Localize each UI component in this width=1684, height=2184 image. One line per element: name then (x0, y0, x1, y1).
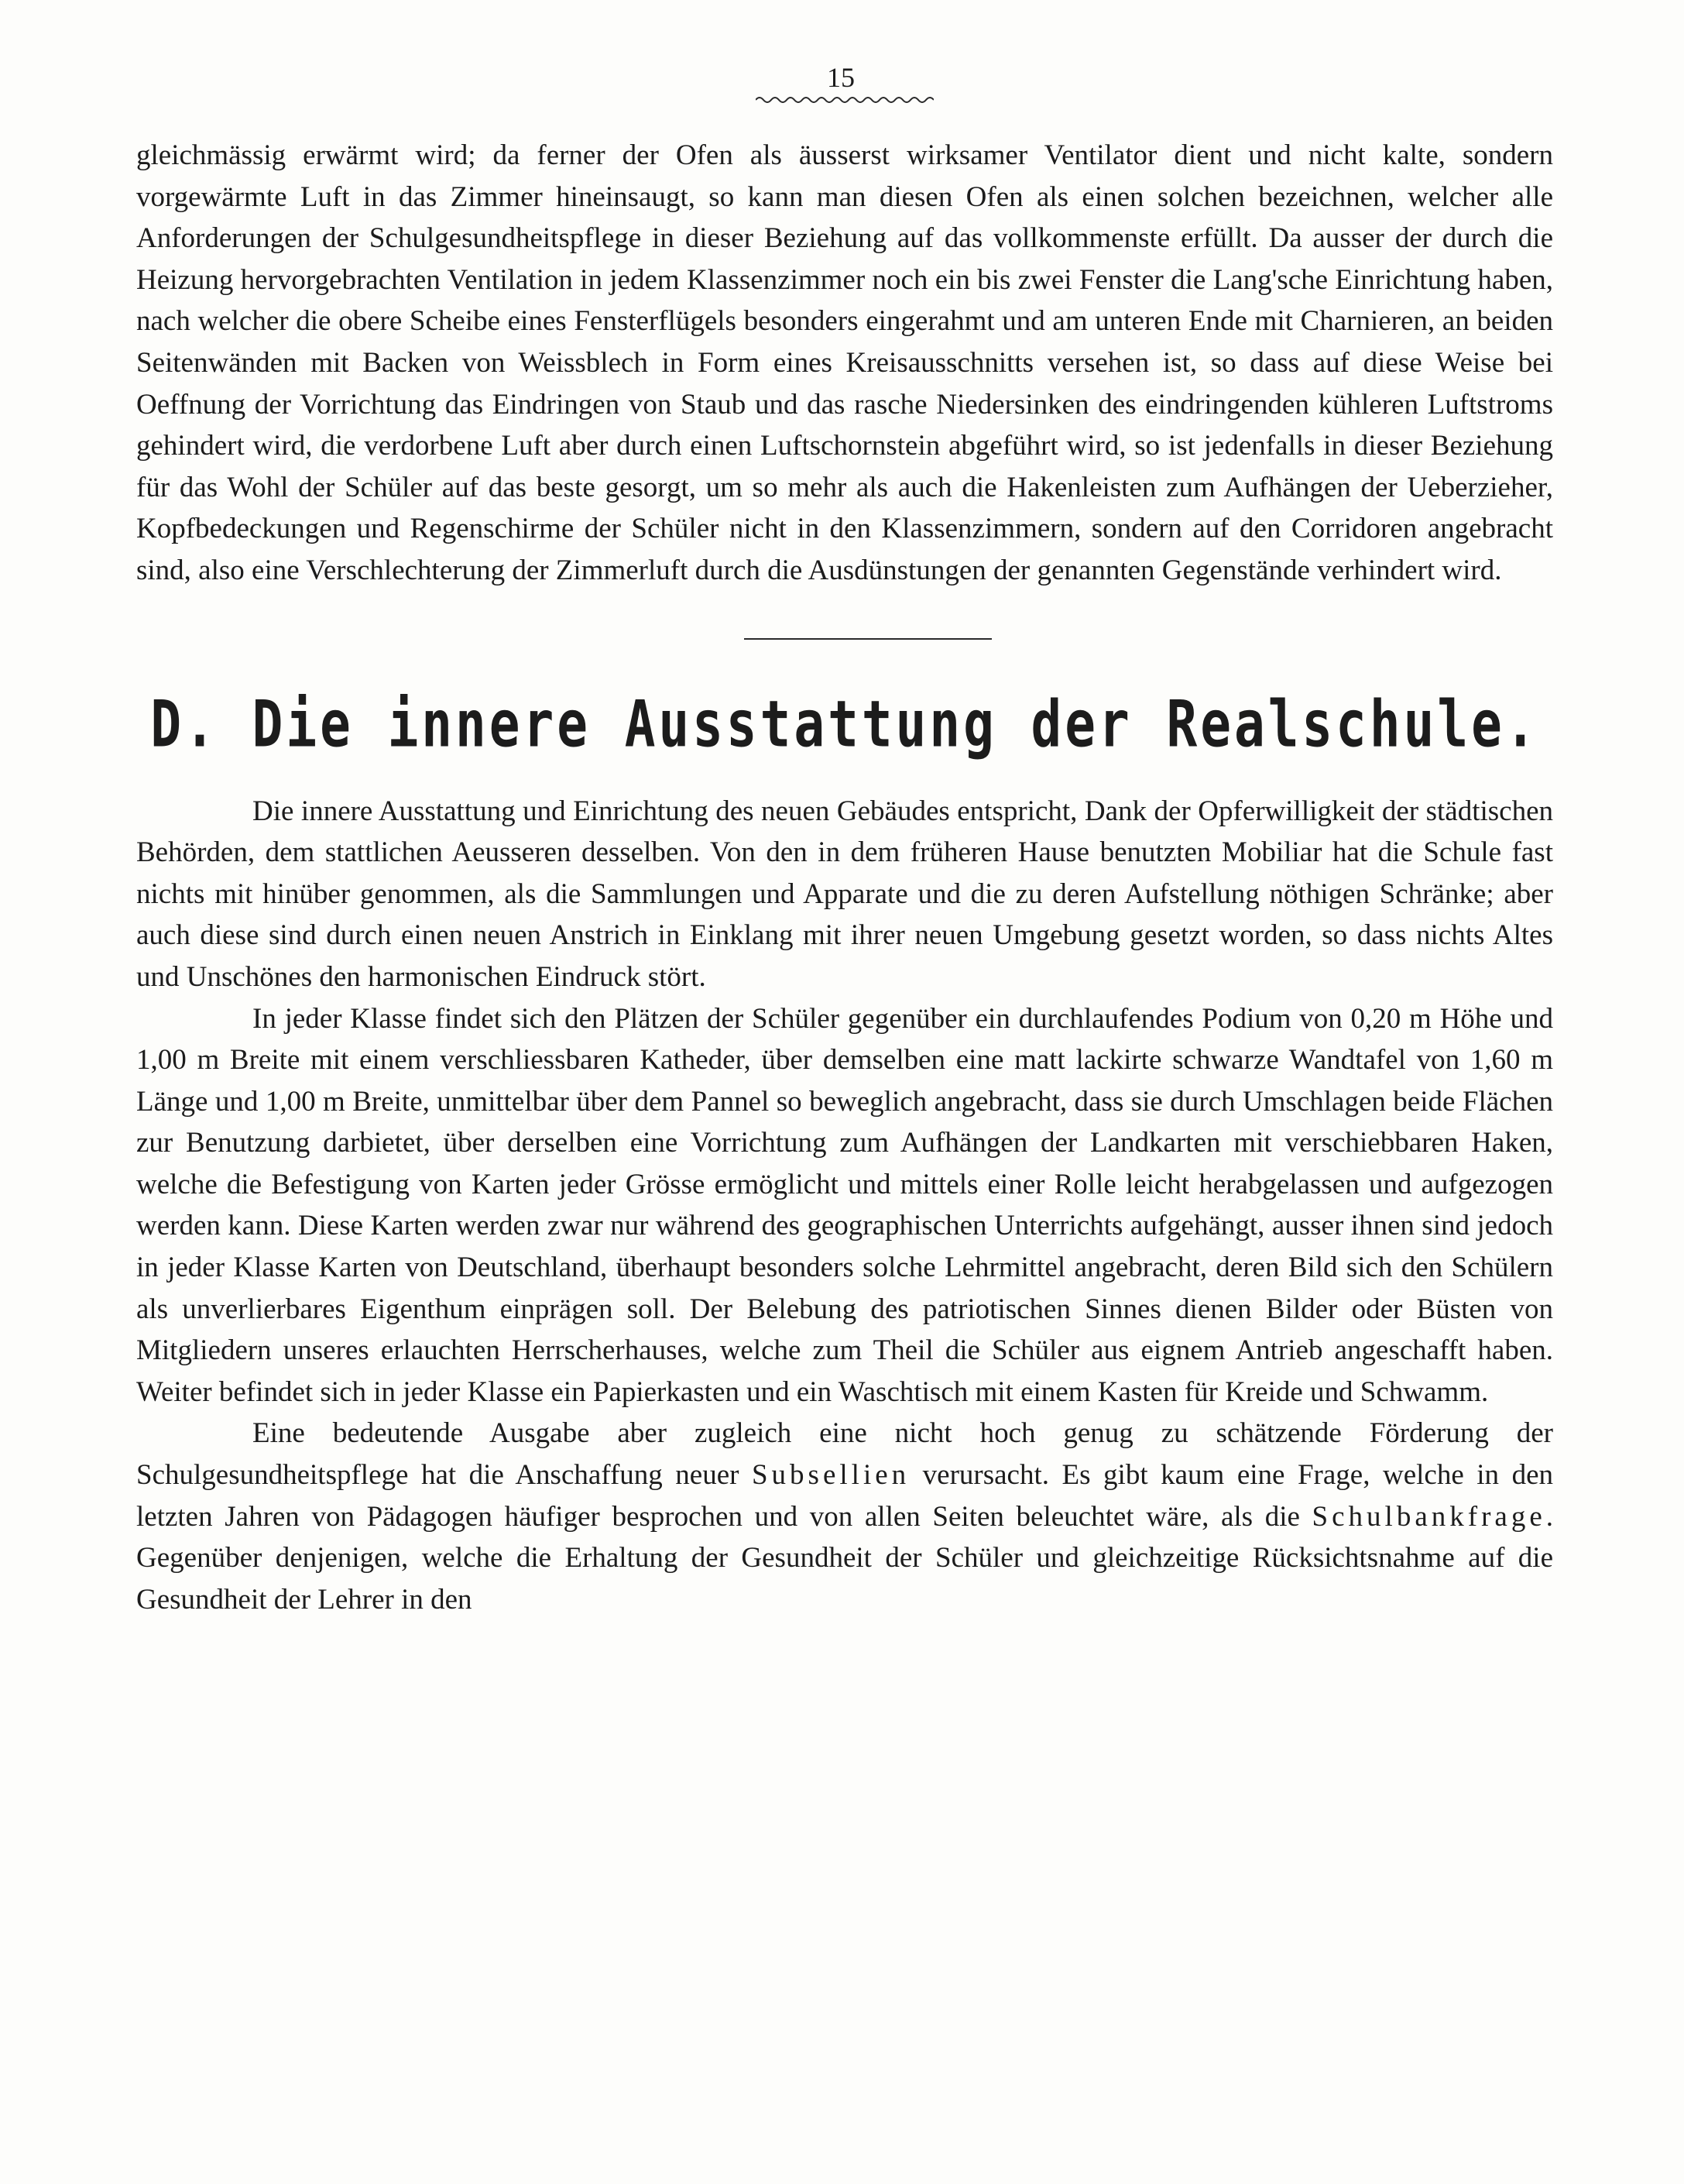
emphasis-subsellien: Subsellien (751, 1459, 911, 1492)
section-heading: D. Die innere Ausstattung der Realschule. (150, 686, 1539, 762)
text-run: . Gegenüber denjenigen, welche die Erhaltung der Gesundheit der Schüler und gleichzeitige Rücksichtsnahme auf die Gesundheit der Lehrer in den (136, 1500, 1553, 1616)
paragraph-classroom: In jeder Klasse findet sich den Plätzen der Schüler gegenüber ein durchlaufendes Podium von 0,20 m Höhe und 1,00 m Breite mit einem verschliessbaren Katheder, über demselben eine matt lackirte schwarze Wandtafel von 1,60 m Länge und 1,00 m Breite, unmittelbar über dem Pannel so beweglich angebracht, dass sie durch Umschlagen beide Flächen zur Benutzung darbietet, über derselben eine Vorrichtung zum Aufhängen der Landkarten mit verschiebbaren Haken, welche die Befestigung von Karten jeder Grösse ermöglicht und mittels einer Rolle leicht herabgelassen und aufgezogen werden kann. Diese Karten werden zwar nur während des geographischen Unterrichts aufgehängt, ausser ihnen sind jedoch in jeder Klasse Karten von Deutschland, überhaupt besonders solche Lehrmittel angebracht, deren Bild sich den Schülern als unverlierbares Eigenthum einprägen soll. Der Belebung des patriotischen Sinnes dienen Bilder oder Büsten von Mitgliedern unseres erlauchten Herrscherhauses, welche zum Theil die Schüler aus eignem Antrieb angeschafft haben. Weiter befindet sich in jeder Klasse ein Papierkasten und ein Waschtisch mit einem Kasten für Kreide und Schwamm. (136, 1002, 1553, 1408)
paragraph-subsellien (136, 1413, 1553, 1620)
emphasis-schulbankfrage: Schulbankfrage (1312, 1500, 1546, 1533)
document-page (136, 62, 1553, 1620)
paragraph-ventilation: gleichmässig erwärmt wird; da ferner der Ofen als äusserst wirksamer Ventilator dient und nicht kalte, sondern vorgewärmte Luft in das Zimmer hineinsaugt, so kann man diesen Ofen als einen solchen bezeichnen, welcher alle Anforderungen der Schulgesundheitspflege in dieser Beziehung auf das vollkommenste erfüllt. Da ausser der durch die Heizung hervorgebrachten Ventilation in jedem Klassenzimmer noch ein bis zwei Fenster die Lang'sche Einrichtung haben, nach welcher die obere Scheibe eines Fensterflügels besonders eingerahmt und am unteren Ende mit Charnieren, an beiden Seitenwänden mit Backen von Weissblech in Form eines Kreisausschnitts versehen ist, so dass auf diese Weise bei Oeffnung der Vorrichtung das Eindringen von Staub und das rasche Niedersinken des eindringenden kühleren Luftstroms gehindert wird, die verdorbene Luft aber durch einen Luftschornstein abgeführt wird, so ist jedenfalls in dieser Beziehung für das Wohl der Schüler auf das beste gesorgt, um so mehr als auch die Hakenleisten zum Aufhängen der Ueberzieher, Kopfbedeckungen und Regenschirme der Schüler nicht in den Klassenzimmern, sondern auf den Corridoren angebracht sind, also eine Verschlechterung der Zimmerluft durch die Ausdünstungen der genannten Gegenstände verhindert wird. (136, 139, 1553, 586)
text-run: Eine bedeutende Ausgabe aber zugleich eine nicht hoch genug zu schätzende Förderung der Schulgesundheitspflege hat die Anschaffung neuer (136, 1417, 1553, 1492)
paragraph-interior: Die innere Ausstattung und Einrichtung des neuen Gebäudes entspricht, Dank der Opferwilligkeit der städtischen Behörden, dem stattlichen Aeusseren desselben. Von den in dem früheren Hause benutzten Mobiliar hat die Schule fast nichts mit hinüber genommen, als die Sammlungen und Apparate und die zu deren Aufstellung nöthigen Schränke; aber auch diese sind durch einen neuen Anstrich in Einklang mit ihrer neuen Umgebung gesetzt worden, so dass nichts Altes und Unschönes den harmonischen Eindruck stört. (136, 795, 1553, 993)
page-number: 15 (827, 62, 855, 93)
section-divider (744, 638, 992, 640)
wavy-ornament-icon (136, 94, 1553, 105)
text-run: verursacht. Es gibt kaum eine Frage, welche in den letzten Jahren von Pädagogen häufiger besprochen und von allen Seiten beleuchtet wäre, als die (136, 1459, 1553, 1533)
